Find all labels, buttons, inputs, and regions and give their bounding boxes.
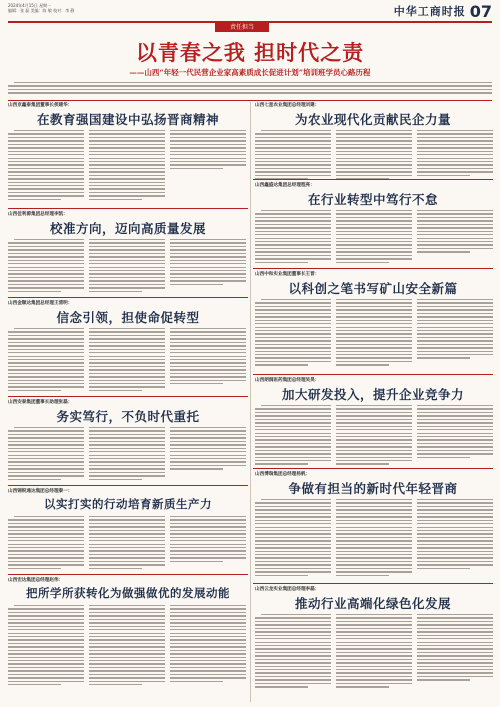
rule-b2: [253, 268, 493, 269]
article-9-headline: 以科创之笔书写矿山安全新篇: [288, 281, 458, 296]
article-3-body-2: [89, 328, 165, 391]
article-4-body-2: [89, 427, 165, 480]
article-7-body-2: [336, 130, 412, 180]
article-11-body: [255, 499, 331, 576]
date-line: 2024年4月15日 星期一: [8, 3, 52, 8]
article-2-body-2: [89, 239, 165, 292]
article-9-body-2: [336, 299, 412, 366]
article-6-body-3: [170, 605, 246, 682]
article-12-kicker: 山西云龙实业集团总经理李磊：: [255, 587, 320, 592]
intro-rule: [8, 100, 492, 101]
article-6-body: [8, 605, 84, 685]
article-9-kicker: 山西中和实业集团董事长王晋：: [255, 272, 320, 277]
article-10-body: [255, 405, 331, 465]
article-1-kicker: 山西京鑫泰集团董事长侯建华：: [8, 103, 73, 108]
article-11-headline: 争做有担当的新时代年轻晋商: [288, 481, 458, 496]
rule-b1: [253, 179, 493, 180]
rule-a2: [8, 297, 248, 298]
article-10-body-3: [417, 405, 493, 458]
article-5-kicker: 山西锦锐通达集团总经理秦一：: [8, 489, 73, 494]
column-divider: [250, 102, 251, 702]
article-6-kicker: 山西宏达集团总经理赵伟：: [8, 578, 64, 583]
page-number: 07: [469, 1, 492, 21]
section-tag: 责任担当: [215, 23, 269, 32]
article-7-headline: 为农业现代化贡献民企力量: [294, 112, 451, 127]
article-12-body-3: [417, 614, 493, 681]
rule-b4: [253, 468, 493, 469]
article-1-body-3: [170, 130, 246, 169]
article-3-kicker: 山西金顺达集团总经理王清明：: [8, 301, 73, 306]
article-4-body-3: [170, 427, 246, 470]
article-12-headline: 推动行业高端化绿色化发展: [294, 596, 451, 611]
rule-b5: [253, 583, 493, 584]
article-8-headline: 在行业转型中笃行不怠: [307, 192, 438, 207]
article-8-body-2: [336, 210, 412, 263]
article-1-body-2: [89, 130, 165, 200]
article-5-headline: 以实打实的行动培育新质生产力: [44, 497, 212, 511]
article-12-body-2: [336, 614, 412, 688]
rule-a4: [8, 485, 248, 486]
intro-paragraph: [8, 82, 492, 94]
article-11-kicker: 山西博瑞集团总经理杨帆：: [255, 472, 311, 477]
article-1-headline: 在教育强国建设中弘扬晋商精神: [36, 112, 219, 127]
article-11-body-2: [336, 499, 412, 576]
article-7-kicker: 山西七星农业集团总经理刘建：: [255, 103, 320, 108]
article-11-body-3: [417, 499, 493, 569]
rule-a5: [8, 574, 248, 575]
rule-a1: [8, 208, 248, 209]
article-5-body-3: [170, 516, 246, 562]
publication-name: 中华工商时报: [393, 5, 466, 18]
article-8-body-3: [417, 210, 493, 253]
header-meta: [8, 3, 74, 13]
article-10-body-2: [336, 405, 412, 465]
article-9-body: [255, 299, 331, 366]
article-7-body-3: [417, 130, 493, 176]
article-9-body-3: [417, 299, 493, 359]
article-3-headline: 信念引领，担使命促转型: [56, 310, 200, 325]
article-10-kicker: 山西朗润医药集团总经理吴昊：: [255, 378, 320, 383]
page-title: 以青春之我 担时代之责: [135, 40, 365, 65]
article-2-headline: 校准方向，迈向高质量发展: [49, 221, 206, 236]
article-1-body: [8, 130, 84, 200]
article-4-body: [8, 427, 84, 480]
masthead: [394, 3, 492, 19]
article-6-body-2: [89, 605, 165, 685]
page-subtitle: ——山西“年轻一代民营企业家高素质成长促进计划”培训班学员心路历程: [129, 68, 371, 77]
editor-line: 编辑：张 磊 美编：陈 敏 校对：李 静: [8, 8, 75, 13]
article-2-body: [8, 239, 84, 292]
article-5-body: [8, 516, 84, 569]
article-5-body-2: [89, 516, 165, 569]
article-8-body: [255, 210, 331, 263]
rule-b3: [253, 374, 493, 375]
article-7-body: [255, 130, 331, 180]
article-3-body: [8, 328, 84, 391]
rule-a3: [8, 396, 248, 397]
article-8-kicker: 山西鑫盛达集团总经理程亮：: [255, 183, 315, 188]
article-2-body-3: [170, 239, 246, 285]
article-4-kicker: 山西安泰集团董事长助理张磊：: [8, 400, 73, 405]
article-10-headline: 加大研发投入，提升企业竞争力: [281, 387, 464, 402]
article-12-body: [255, 614, 331, 688]
article-2-kicker: 山西佳利源集团总经理李凯：: [8, 212, 68, 217]
article-6-headline: 把所学所获转化为做强做优的发展动能: [26, 586, 230, 600]
article-3-body-3: [170, 328, 246, 384]
article-4-headline: 务实笃行，不负时代重托: [56, 409, 200, 424]
